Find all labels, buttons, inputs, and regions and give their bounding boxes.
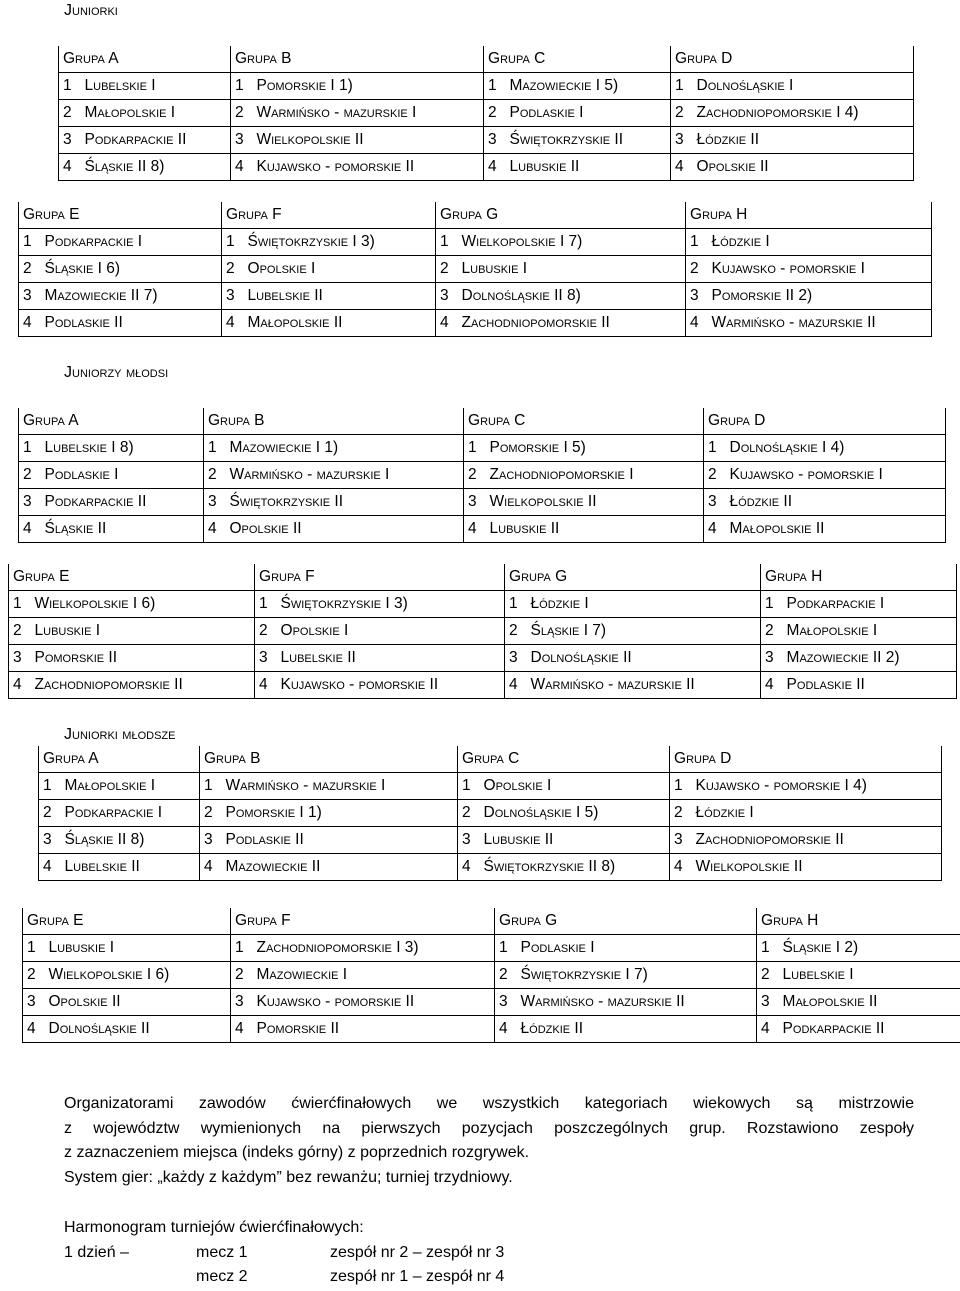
team-seed: 2 [757, 962, 779, 989]
schedule [64, 1216, 664, 1291]
team-name: Pomorskie I 1) [222, 800, 458, 827]
team-seed: 1 [200, 773, 222, 800]
team-name: Śląskie I 7) [527, 618, 761, 645]
team-name: Łódzkie II [693, 127, 914, 154]
team-name: Lubuskie II [506, 154, 671, 181]
team-name: Mazowieckie II [222, 854, 458, 881]
team-seed: 1 [19, 229, 41, 256]
team-name: Śląskie I 2) [779, 935, 960, 962]
team-name: Śląskie II [41, 516, 204, 543]
team-seed: 1 [9, 591, 31, 618]
group-header: Grupa D [671, 46, 914, 73]
team-seed: 3 [231, 989, 253, 1016]
group-header: Grupa F [255, 564, 505, 591]
team-seed: 4 [19, 516, 41, 543]
group-header: Grupa A [59, 46, 231, 73]
group-header: Grupa E [19, 202, 222, 229]
team-name: Pomorskie II [31, 645, 255, 672]
team-name: Świętokrzyskie II [506, 127, 671, 154]
team-seed: 1 [464, 435, 486, 462]
notes-line: System gier: „każdy z każdym” bez rewanżu; turniej trzydniowy. [64, 1168, 513, 1186]
team-name: Lubuskie II [486, 516, 704, 543]
team-seed: 3 [39, 827, 61, 854]
team-seed: 2 [505, 618, 527, 645]
team-seed: 4 [200, 854, 222, 881]
team-seed: 1 [757, 935, 779, 962]
team-name: Wielkopolskie II [692, 854, 942, 881]
team-name: Opolskie I [480, 773, 670, 800]
team-name: Wielkopolskie I 7) [458, 229, 686, 256]
team-seed: 3 [19, 489, 41, 516]
notes-paragraph [64, 1092, 914, 1190]
team-name: Dolnośląskie I 5) [480, 800, 670, 827]
team-name: Kujawsko - pomorskie II [253, 154, 484, 181]
table-row [39, 800, 942, 827]
team-seed: 4 [436, 310, 458, 337]
team-seed: 4 [231, 1016, 253, 1043]
team-name: Śląskie II 8) [61, 827, 200, 854]
team-seed: 2 [9, 618, 31, 645]
schedule-title: Harmonogram turniejów ćwierćfinałowych: [64, 1219, 364, 1236]
team-seed: 1 [204, 435, 226, 462]
team-seed: 2 [704, 462, 726, 489]
team-name: Kujawsko - pomorskie II [277, 672, 505, 699]
team-name: Wielkopolskie I 6) [45, 962, 231, 989]
table-row [19, 256, 932, 283]
group-header: Grupa C [464, 408, 704, 435]
table-row [9, 672, 957, 699]
team-name: Podkarpackie I [61, 800, 200, 827]
team-name: Opolskie II [45, 989, 231, 1016]
table-row [39, 827, 942, 854]
team-seed: 4 [19, 310, 41, 337]
team-seed: 3 [505, 645, 527, 672]
team-seed: 1 [19, 435, 41, 462]
team-seed: 2 [761, 618, 783, 645]
team-name: Dolnośląskie II [45, 1016, 231, 1043]
team-seed: 2 [484, 100, 506, 127]
team-name: Lubuskie I [458, 256, 686, 283]
group-header: Grupa H [686, 202, 932, 229]
table-row [23, 1016, 960, 1043]
team-seed: 4 [458, 854, 480, 881]
schedule-day: 1 dzień – [64, 1244, 129, 1261]
group-table [18, 202, 932, 337]
team-seed: 3 [686, 283, 708, 310]
team-name: Podlaskie I [41, 462, 204, 489]
team-name: Śląskie I 6) [41, 256, 222, 283]
table-row [19, 435, 946, 462]
table-row [19, 462, 946, 489]
team-name: Lubelskie I [81, 73, 231, 100]
team-name: Mazowieckie I [253, 962, 495, 989]
team-seed: 2 [231, 962, 253, 989]
group-table [22, 908, 960, 1043]
team-seed: 4 [59, 154, 81, 181]
team-name: Śląskie II 8) [81, 154, 231, 181]
team-name: Małopolskie I [61, 773, 200, 800]
team-name: Opolskie I [277, 618, 505, 645]
team-name: Łódzkie I [527, 591, 761, 618]
team-seed: 3 [255, 645, 277, 672]
team-seed: 1 [505, 591, 527, 618]
team-seed: 1 [704, 435, 726, 462]
team-name: Mazowieckie I 5) [506, 73, 671, 100]
group-header: Grupa B [200, 746, 458, 773]
team-name: Lubuskie I [31, 618, 255, 645]
group-header: Grupa G [495, 908, 757, 935]
group-header: Grupa E [9, 564, 255, 591]
team-name: Podlaskie II [783, 672, 957, 699]
team-seed: 2 [255, 618, 277, 645]
team-seed: 1 [23, 935, 45, 962]
team-name: Dolnośląskie II 8) [458, 283, 686, 310]
group-table [18, 408, 946, 543]
team-seed: 4 [495, 1016, 517, 1043]
team-name: Pomorskie II 2) [708, 283, 932, 310]
section-title-juniorki-mlodsze: Juniorki młodsze [64, 726, 176, 743]
team-seed: 2 [59, 100, 81, 127]
team-seed: 3 [704, 489, 726, 516]
team-name: Podkarpackie II [81, 127, 231, 154]
table-row [39, 773, 942, 800]
table-row [9, 591, 957, 618]
team-name: Wielkopolskie II [253, 127, 484, 154]
schedule-match: mecz 1 [196, 1244, 248, 1261]
team-seed: 3 [761, 645, 783, 672]
group-header: Grupa A [19, 408, 204, 435]
team-seed: 2 [39, 800, 61, 827]
team-seed: 1 [59, 73, 81, 100]
table-row [9, 618, 957, 645]
table-row [19, 489, 946, 516]
team-name: Świętokrzyskie II 8) [480, 854, 670, 881]
group-table [58, 46, 914, 181]
team-seed: 1 [222, 229, 244, 256]
team-name: Lubuskie II [480, 827, 670, 854]
team-seed: 4 [704, 516, 726, 543]
team-name: Dolnośląskie I 4) [726, 435, 946, 462]
team-name: Pomorskie I 5) [486, 435, 704, 462]
table-row [19, 310, 932, 337]
team-name: Małopolskie II [244, 310, 436, 337]
table-row [23, 962, 960, 989]
group-header: Grupa E [23, 908, 231, 935]
team-name: Warmińsko - mazurskie I [226, 462, 464, 489]
team-seed: 3 [59, 127, 81, 154]
team-seed: 4 [39, 854, 61, 881]
team-name: Pomorskie I 1) [253, 73, 484, 100]
schedule-match: mecz 2 [196, 1268, 248, 1285]
team-seed: 2 [23, 962, 45, 989]
group-table [8, 564, 957, 699]
team-name: Opolskie II [693, 154, 914, 181]
team-name: Warmińsko - mazurskie II [708, 310, 932, 337]
team-seed: 2 [200, 800, 222, 827]
team-seed: 2 [19, 462, 41, 489]
table-row [59, 73, 914, 100]
team-name: Lubuskie I [45, 935, 231, 962]
team-seed: 3 [222, 283, 244, 310]
team-name: Warmińsko - mazurskie II [527, 672, 761, 699]
team-name: Zachodniopomorskie II [458, 310, 686, 337]
team-seed: 2 [464, 462, 486, 489]
schedule-teams: zespół nr 2 – zespół nr 3 [330, 1244, 505, 1261]
team-seed: 2 [670, 800, 692, 827]
section-title-juniorki: Juniorki [64, 2, 118, 19]
team-name: Zachodniopomorskie I 4) [693, 100, 914, 127]
team-name: Zachodniopomorskie I [486, 462, 704, 489]
group-header: Grupa B [231, 46, 484, 73]
team-name: Lubelskie II [61, 854, 200, 881]
team-name: Łódzkie I [692, 800, 942, 827]
team-seed: 3 [204, 489, 226, 516]
team-name: Małopolskie I [81, 100, 231, 127]
team-name: Świętokrzyskie I 7) [517, 962, 757, 989]
team-seed: 4 [222, 310, 244, 337]
table-row [59, 154, 914, 181]
group-header: Grupa F [222, 202, 436, 229]
team-seed: 1 [761, 591, 783, 618]
team-name: Podlaskie II [41, 310, 222, 337]
table-row [19, 283, 932, 310]
team-seed: 2 [495, 962, 517, 989]
team-name: Dolnośląskie II [527, 645, 761, 672]
team-seed: 2 [686, 256, 708, 283]
team-name: Świętokrzyskie I 3) [277, 591, 505, 618]
team-seed: 4 [757, 1016, 779, 1043]
team-name: Warmińsko - mazurskie II [517, 989, 757, 1016]
table-row [23, 989, 960, 1016]
team-name: Świętokrzyskie II [226, 489, 464, 516]
team-name: Podlaskie I [506, 100, 671, 127]
team-seed: 1 [39, 773, 61, 800]
group-header: Grupa A [39, 746, 200, 773]
team-seed: 1 [458, 773, 480, 800]
table-row [19, 516, 946, 543]
schedule-teams: zespół nr 1 – zespół nr 4 [330, 1268, 505, 1285]
table-row [9, 645, 957, 672]
team-name: Świętokrzyskie I 3) [244, 229, 436, 256]
notes-line: z województw wymienionych na pierwszych pozycjach poszczególnych grup. Rozstawiono zespoły [64, 1119, 914, 1137]
notes-line: Organizatorami zawodów ćwierćfinałowych we wszystkich kategoriach wiekowych są mistrzowie [64, 1095, 914, 1112]
table-row [39, 854, 942, 881]
team-seed: 3 [671, 127, 693, 154]
team-name: Mazowieckie II 7) [41, 283, 222, 310]
team-name: Lubelskie I 8) [41, 435, 204, 462]
team-seed: 1 [231, 935, 253, 962]
group-header: Grupa D [670, 746, 942, 773]
team-name: Opolskie I [244, 256, 436, 283]
team-seed: 4 [505, 672, 527, 699]
team-name: Warmińsko - mazurskie I [222, 773, 458, 800]
team-name: Zachodniopomorskie II [692, 827, 942, 854]
team-name: Lubelskie II [277, 645, 505, 672]
team-name: Wielkopolskie II [486, 489, 704, 516]
team-seed: 2 [231, 100, 253, 127]
team-name: Kujawsko - pomorskie II [253, 989, 495, 1016]
team-name: Wielkopolskie I 6) [31, 591, 255, 618]
group-header: Grupa G [436, 202, 686, 229]
group-header: Grupa H [757, 908, 960, 935]
team-seed: 3 [200, 827, 222, 854]
team-seed: 3 [495, 989, 517, 1016]
team-seed: 2 [458, 800, 480, 827]
team-name: Małopolskie II [779, 989, 960, 1016]
team-name: Mazowieckie II 2) [783, 645, 957, 672]
team-seed: 2 [19, 256, 41, 283]
team-name: Mazowieckie I 1) [226, 435, 464, 462]
team-seed: 4 [255, 672, 277, 699]
group-header: Grupa H [761, 564, 957, 591]
team-seed: 1 [671, 73, 693, 100]
team-name: Warmińsko - mazurskie I [253, 100, 484, 127]
group-header: Grupa C [484, 46, 671, 73]
team-seed: 2 [204, 462, 226, 489]
team-seed: 3 [9, 645, 31, 672]
team-name: Zachodniopomorskie II [31, 672, 255, 699]
team-seed: 4 [686, 310, 708, 337]
team-seed: 1 [436, 229, 458, 256]
group-header: Grupa F [231, 908, 495, 935]
notes-line: z zaznaczeniem miejsca (indeks górny) z poprzednich rozgrywek. [64, 1144, 530, 1161]
team-seed: 3 [231, 127, 253, 154]
team-seed: 4 [761, 672, 783, 699]
team-seed: 4 [670, 854, 692, 881]
team-seed: 4 [671, 154, 693, 181]
team-seed: 1 [484, 73, 506, 100]
table-row [59, 127, 914, 154]
team-name: Małopolskie II [726, 516, 946, 543]
team-seed: 2 [436, 256, 458, 283]
group-header: Grupa D [704, 408, 946, 435]
team-name: Małopolskie I [783, 618, 957, 645]
team-seed: 1 [686, 229, 708, 256]
team-name: Podlaskie I [517, 935, 757, 962]
team-seed: 1 [670, 773, 692, 800]
team-seed: 1 [231, 73, 253, 100]
team-seed: 3 [757, 989, 779, 1016]
team-seed: 1 [255, 591, 277, 618]
team-name: Pomorskie II [253, 1016, 495, 1043]
group-table [38, 746, 942, 881]
team-seed: 2 [222, 256, 244, 283]
team-name: Łódzkie I [708, 229, 932, 256]
team-name: Podkarpackie I [783, 591, 957, 618]
group-header: Grupa B [204, 408, 464, 435]
team-seed: 4 [9, 672, 31, 699]
team-seed: 2 [671, 100, 693, 127]
team-seed: 3 [670, 827, 692, 854]
team-name: Opolskie II [226, 516, 464, 543]
group-header: Grupa C [458, 746, 670, 773]
team-seed: 3 [23, 989, 45, 1016]
team-name: Podlaskie II [222, 827, 458, 854]
group-header: Grupa G [505, 564, 761, 591]
team-name: Łódzkie II [726, 489, 946, 516]
table-row [59, 100, 914, 127]
team-seed: 1 [495, 935, 517, 962]
team-seed: 3 [464, 489, 486, 516]
section-title-juniorzy-mlodsi: Juniorzy młodsi [64, 364, 169, 381]
team-seed: 3 [19, 283, 41, 310]
team-name: Kujawsko - pomorskie I [708, 256, 932, 283]
team-seed: 3 [484, 127, 506, 154]
team-name: Kujawsko - pomorskie I [726, 462, 946, 489]
team-seed: 3 [436, 283, 458, 310]
team-name: Podkarpackie II [41, 489, 204, 516]
team-name: Podkarpackie I [41, 229, 222, 256]
team-seed: 4 [464, 516, 486, 543]
team-seed: 4 [204, 516, 226, 543]
team-seed: 4 [484, 154, 506, 181]
team-name: Łódzkie II [517, 1016, 757, 1043]
team-name: Kujawsko - pomorskie I 4) [692, 773, 942, 800]
team-name: Zachodniopomorskie I 3) [253, 935, 495, 962]
team-name: Lubelskie II [244, 283, 436, 310]
team-name: Lubelskie I [779, 962, 960, 989]
team-name: Dolnośląskie I [693, 73, 914, 100]
team-seed: 3 [458, 827, 480, 854]
table-row [19, 229, 932, 256]
team-seed: 4 [231, 154, 253, 181]
team-seed: 4 [23, 1016, 45, 1043]
team-name: Podkarpackie II [779, 1016, 960, 1043]
table-row [23, 935, 960, 962]
